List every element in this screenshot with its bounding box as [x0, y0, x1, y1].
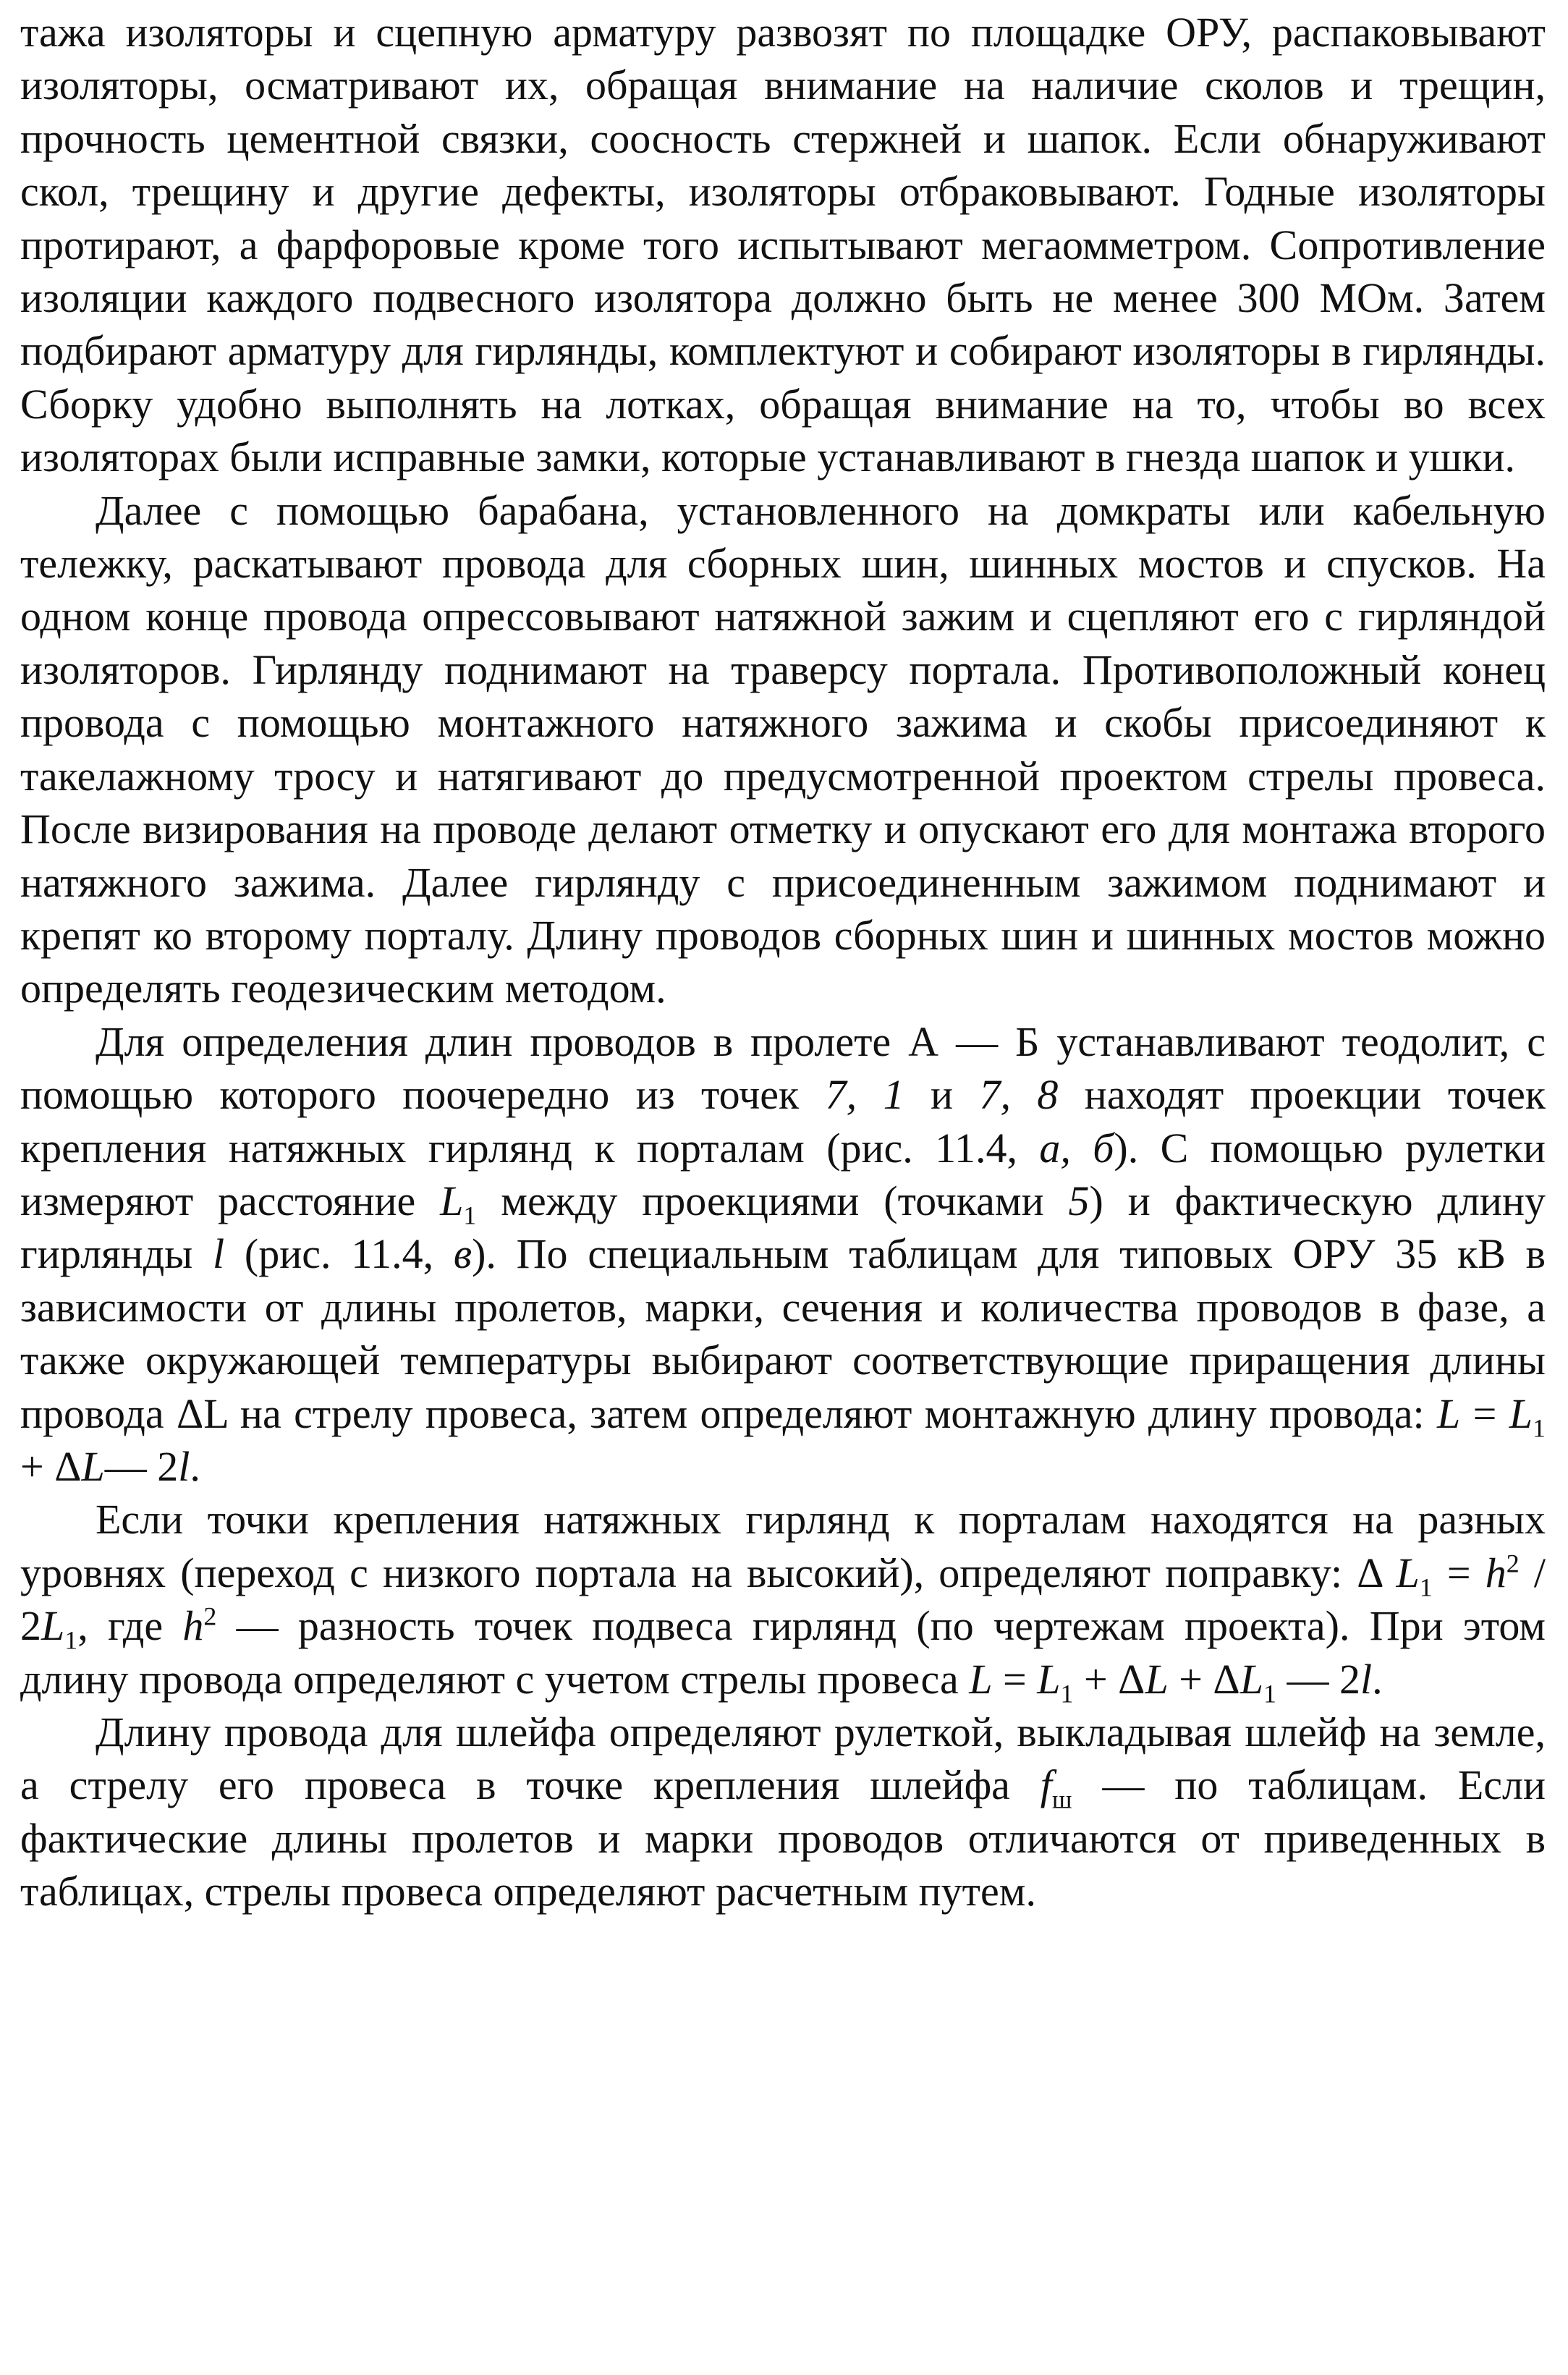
- math-subscript: 1: [1263, 1679, 1276, 1709]
- math-subscript: 1: [1419, 1572, 1433, 1602]
- text-run: (рис. 11.4,: [224, 1230, 454, 1278]
- math-variable: f: [1040, 1761, 1052, 1809]
- text-run: ). С помощью рулетки измеряют расстояние: [20, 1124, 1546, 1224]
- math-variable: L: [440, 1177, 464, 1224]
- math-superscript: 2: [1506, 1549, 1520, 1578]
- paragraph-2: Далее с помощью барабана, установленного на домкраты или кабельную тележку, раскатывают провода для сборных шин, шинных мостов и спусков. На одном конце провода опрессовывают натяжной зажим и сцепляют его с гирляндой изоляторов. Гирлянду поднимают на траверсу портала. Противоположный конец провода с помощью монтажного натяжного зажима и скобы присоединяют к такелажному тросу и натягивают до предусмотренной проектом стрелы провеса. После визирования на проводе делают отметку и опускают его для монтажа второго натяжного зажима. Далее гирлянду с присоединенным зажимом поднимают и крепят ко второму порталу. Длину проводов сборных шин и шинных мостов можно определять геодезическим методом.: [20, 486, 1546, 1012]
- math-variable: L: [1239, 1655, 1263, 1703]
- paragraph-4: [20, 1493, 1546, 1709]
- document-page: [20, 6, 1546, 1918]
- math-operator: — 2: [1276, 1655, 1360, 1703]
- paragraph-1: тажа изоляторы и сцепную арматуру развозят по площадке ОРУ, распаковывают изоляторы, осматривают их, обращая внимание на наличие сколов и трещин, прочность цементной связки, соосность стержней и шапок. Если обнаруживают скол, трещину и другие дефекты, изоляторы отбраковывают. Годные изоляторы протирают, а фарфоровые кроме того испытывают мегаомметром. Сопротивление изоляции каждого подвесного изолятора должно быть не менее 300 МОм. Затем подбирают арматуру для гирлянды, комплектуют и собирают изоляторы в гирлянды. Сборку удобно выполнять на лотках, обращая внимание на то, чтобы во всех изоляторах были исправные замки, которые устанавливают в гнезда шапок и ушки.: [20, 9, 1546, 481]
- text-run-italic: 5: [1068, 1177, 1090, 1224]
- paragraph-5: [20, 1706, 1546, 1918]
- math-subscript: 1: [1533, 1413, 1546, 1443]
- math-variable: l: [212, 1230, 225, 1278]
- text-run: Для определения длин проводов в пролете А — Б устанавливают теодолит, с помощью которого поочередно из точек: [20, 1017, 1546, 1119]
- math-subscript: 1: [64, 1625, 78, 1655]
- text-run: и: [904, 1071, 980, 1119]
- math-variable: L: [1396, 1549, 1420, 1596]
- text-run: на стрелу провеса, затем определяют монтажную длину провода:: [227, 1389, 1438, 1437]
- math-variable: l: [1360, 1655, 1373, 1703]
- math-variable: L: [1437, 1389, 1461, 1437]
- math-operator: + Δ: [1073, 1655, 1145, 1703]
- text-run: .: [190, 1442, 200, 1490]
- math-expression: ΔL: [176, 1389, 228, 1437]
- math-variable: L: [1037, 1655, 1061, 1703]
- text-run: Длину провода для шлейфа определяют рулеткой, выкладывая шлейф на земле, а стрелу его провеса в точке крепления шлейфа: [20, 1709, 1546, 1809]
- math-variable: h: [1485, 1549, 1506, 1596]
- math-subscript: 1: [1060, 1679, 1074, 1709]
- text-run-italic: 7, 1: [825, 1071, 904, 1119]
- math-operator: + Δ: [20, 1442, 82, 1490]
- math-variable: L: [41, 1602, 65, 1650]
- text-run: , где: [77, 1602, 183, 1650]
- text-run: ) и фактическую длину гирлянды: [20, 1177, 1546, 1278]
- math-operator: — 2: [104, 1442, 179, 1490]
- paragraph-3: [20, 1015, 1546, 1494]
- math-operator: =: [1460, 1389, 1509, 1437]
- math-variable: L: [81, 1442, 105, 1490]
- text-run: ). По специальным таблицам для типовых ОРУ 35 кВ в зависимости от длины пролетов, марки, сечения и количества проводов в фазе, а также окружающей температуры выбирают соответствующие приращения длины провода: [20, 1230, 1546, 1437]
- text-run: между проекциями (точками: [476, 1177, 1069, 1224]
- text-run-italic: в: [453, 1230, 472, 1278]
- math-variable: L: [969, 1655, 993, 1703]
- text-run: Если точки крепления натяжных гирлянд к порталам находятся на разных уровнях (переход с низкого портала на высокий), определяют поправку: Δ: [20, 1496, 1546, 1596]
- math-operator: =: [1432, 1549, 1486, 1596]
- math-operator: / 2: [20, 1549, 1546, 1650]
- text-run-italic: а, б: [1039, 1124, 1114, 1172]
- math-superscript: 2: [203, 1601, 217, 1631]
- math-variable: L: [1509, 1389, 1533, 1437]
- text-run: .: [1372, 1655, 1383, 1703]
- math-variable: l: [178, 1442, 190, 1490]
- math-subscript: 1: [463, 1201, 477, 1230]
- math-variable: L: [1145, 1655, 1169, 1703]
- text-run-italic: 7, 8: [979, 1071, 1059, 1119]
- text-run: — разность точек подвеса гирлянд (по чертежам проекта). При этом длину провода определяют с учетом стрелы провеса: [20, 1602, 1546, 1703]
- math-operator: + Δ: [1168, 1655, 1240, 1703]
- math-variable: h: [182, 1602, 204, 1650]
- math-subscript: ш: [1051, 1785, 1072, 1814]
- text-run: находят проекции точек крепления натяжных гирлянд к порталам (рис. 11.4,: [20, 1071, 1546, 1172]
- math-operator: =: [992, 1655, 1038, 1703]
- text-run: — по таблицам. Если фактические длины пролетов и марки проводов отличаются от приведенных в таблицах, стрелы провеса определяют расчетным путем.: [20, 1761, 1546, 1915]
